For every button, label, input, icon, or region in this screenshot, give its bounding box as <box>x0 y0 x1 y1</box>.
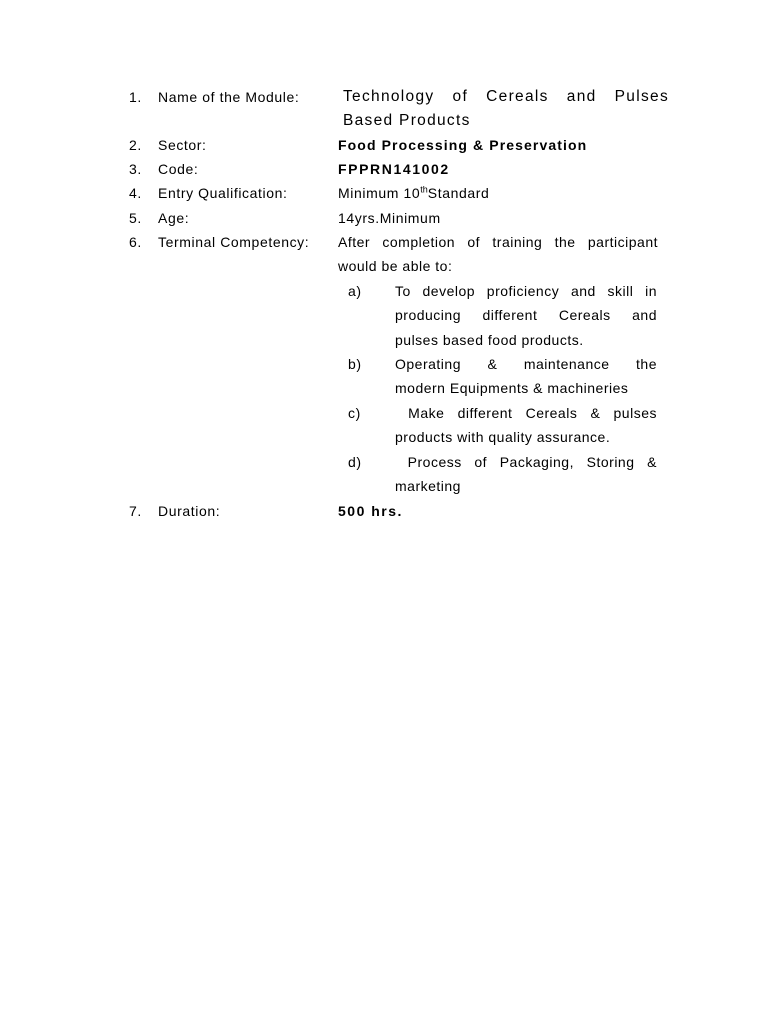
sub-item-line: Make different Cereals & pulses <box>395 405 657 421</box>
sub-item-line: Operating & maintenance the <box>395 356 657 372</box>
item-number: 4. <box>129 185 142 201</box>
item-number: 7. <box>129 503 142 519</box>
module-title-line: Technology of Cereals and Pulses <box>343 88 669 105</box>
duration-value: 500 hrs. <box>338 503 403 519</box>
sub-item-line: producing different Cereals and <box>395 307 657 324</box>
item-label: Age: <box>158 210 190 226</box>
sub-item-text <box>395 279 657 352</box>
sub-item-line: marketing <box>395 478 461 495</box>
sector-value: Food Processing & Preservation <box>338 137 588 153</box>
item-number: 3. <box>129 161 142 177</box>
item-number: 2. <box>129 137 142 153</box>
module-title <box>343 85 669 133</box>
item-number: 5. <box>129 210 142 226</box>
sub-item-text <box>395 352 657 401</box>
sub-item-text <box>395 450 657 499</box>
sub-item-letter: a) <box>348 283 362 299</box>
entry-qualification-value <box>338 181 489 205</box>
sub-item-letter: d) <box>348 454 362 470</box>
item-label: Terminal Competency: <box>158 234 310 250</box>
item-number: 6. <box>129 234 142 250</box>
competency-intro-line: would be able to: <box>338 258 453 275</box>
sub-item-line: pulses based food products. <box>395 331 584 348</box>
sub-item-letter: b) <box>348 356 362 372</box>
sub-item-line: products with quality assurance. <box>395 429 611 446</box>
sub-item-line: modern Equipments & machineries <box>395 380 629 397</box>
qualification-suffix: Standard <box>427 185 490 201</box>
module-title-line: Based Products <box>343 112 471 129</box>
sub-item-line: To develop proficiency and skill in <box>395 283 657 299</box>
competency-intro <box>338 230 658 279</box>
code-value: FPPRN141002 <box>338 161 450 177</box>
item-label: Code: <box>158 161 199 177</box>
sub-item-line: Process of Packaging, Storing & <box>395 454 657 470</box>
qualification-prefix: Minimum 10 <box>338 185 421 201</box>
age-value: 14yrs.Minimum <box>338 210 441 226</box>
competency-intro-line: After completion of training the participant <box>338 234 658 250</box>
item-number: 1. <box>129 89 142 105</box>
item-label: Duration: <box>158 503 221 519</box>
item-label: Entry Qualification: <box>158 185 288 201</box>
qualification-superscript: th <box>420 184 428 195</box>
item-label: Name of the Module: <box>158 89 300 105</box>
item-label: Sector: <box>158 137 207 153</box>
sub-item-letter: c) <box>348 405 361 421</box>
sub-item-text <box>395 401 657 450</box>
